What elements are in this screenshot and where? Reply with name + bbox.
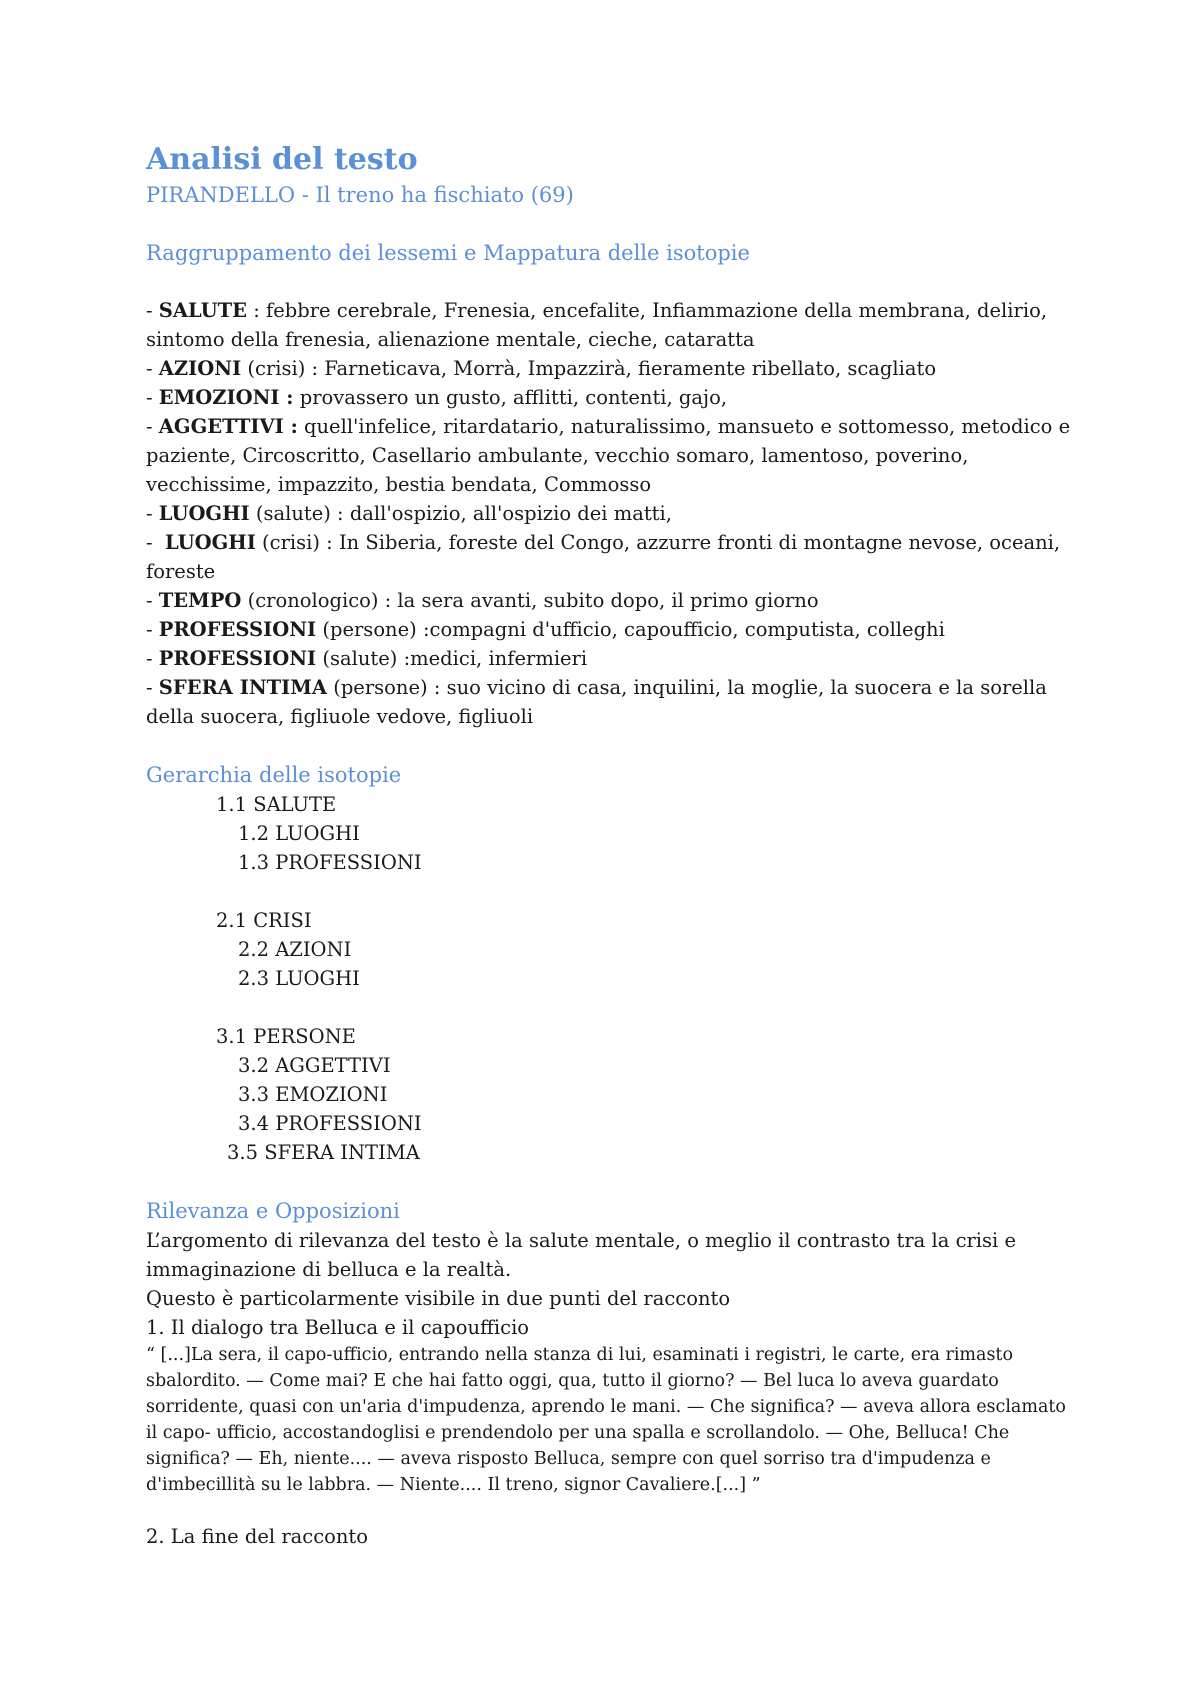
quote-block: “ [...]La sera, il capo-ufficio, entrando nella stanza di lui, esaminati i registri, le carte, era rimasto sbalordito. — Come mai? E che hai fatto oggi, qua, tutto il giorno? — Bel luca lo aveva guardato sorridente, quasi con un'aria d'impudenza, aprendo le mani. — Che significa? — aveva allora esclamato il capo- ufficio, accostandoglisi e prendendolo per una spalla e scrollandolo. — Ohe, Belluca! Che significa? — Eh, niente.... — aveva risposto Belluca, sempre con quel sorriso tra d'impudenza e d'imbecillità su le labbra. — Niente.... Il treno, signor Cavaliere.[...] ” [146, 1345, 1066, 1495]
hierarchy-item [146, 906, 1076, 935]
lessemi-item [146, 354, 1076, 383]
lessemi-prefix: - [146, 647, 159, 670]
lessemi-text: quell'infelice, ritardatario, naturalissimo, mansueto e sottomesso, metodico e paziente, Circoscritto, Casellario ambulante, vecchio somaro, lamentoso, poverino, vecchissime, impazzito, bestia bendata, Commosso [146, 415, 1071, 496]
hierarchy-label: 3.3 EMOZIONI [238, 1083, 388, 1106]
hierarchy-label: 1.1 SALUTE [216, 793, 337, 816]
hierarchy-label: 2.3 LUOGHI [238, 967, 360, 990]
lessemi-qualifier: (crisi) [255, 531, 320, 554]
lessemi-qualifier: (salute) [316, 647, 398, 670]
lessemi-list [146, 296, 1076, 731]
rilevanza-paragraph: Questo è particolarmente visibile in due punti del racconto [146, 1287, 731, 1310]
hierarchy-label: 1.2 LUOGHI [238, 822, 360, 845]
lessemi-prefix: - [146, 618, 159, 641]
lessemi-item [146, 412, 1076, 499]
hierarchy-label: 3.2 AGGETTIVI [238, 1054, 391, 1077]
lessemi-text: :compagni d'ufficio, capoufficio, computista, colleghi [416, 618, 945, 641]
rilevanza-body [146, 1226, 1076, 1551]
lessemi-heading: Raggruppamento dei lessemi e Mappatura delle isotopie [146, 241, 750, 265]
lessemi-prefix: - [146, 357, 159, 380]
lessemi-prefix: - [146, 589, 159, 612]
hierarchy-label: 3.4 PROFESSIONI [238, 1112, 422, 1135]
lessemi-item [146, 586, 1076, 615]
lessemi-text: : Farneticava, Morrà, Impazzirà, fieramente ribellato, scagliato [305, 357, 937, 380]
lessemi-key: SFERA INTIMA [158, 676, 328, 699]
hierarchy-label: 2.1 CRISI [216, 909, 312, 932]
lessemi-key: AGGETTIVI : [158, 415, 298, 438]
lessemi-key: TEMPO [158, 589, 242, 612]
gerarchia-list [146, 790, 1076, 1167]
lessemi-item [146, 383, 1076, 412]
lessemi-item [146, 528, 1076, 586]
point-heading: 2. La fine del racconto [146, 1525, 369, 1548]
lessemi-text: : dall'ospizio, all'ospizio dei matti, [330, 502, 672, 525]
hierarchy-label: 1.3 PROFESSIONI [238, 851, 422, 874]
hierarchy-item [146, 1051, 1076, 1080]
lessemi-key: LUOGHI [158, 502, 250, 525]
lessemi-text: : febbre cerebrale, Frenesia, encefalite, Infiammazione della membrana, delirio, sintomo della frenesia, alienazione mentale, cieche, cataratta [146, 299, 1048, 351]
lessemi-key: LUOGHI [165, 531, 256, 554]
lessemi-prefix: - [146, 502, 159, 525]
rilevanza-heading: Rilevanza e Opposizioni [146, 1199, 400, 1223]
lessemi-text: : la sera avanti, subito dopo, il primo giorno [378, 589, 819, 612]
hierarchy-label: 3.1 PERSONE [216, 1025, 356, 1048]
lessemi-qualifier: (persone) [316, 618, 417, 641]
lessemi-key: PROFESSIONI [158, 647, 317, 670]
lessemi-qualifier: (cronologico) [241, 589, 379, 612]
lessemi-qualifier: (salute) [249, 502, 331, 525]
point-heading: 1. Il dialogo tra Belluca e il capoufficio [146, 1316, 530, 1339]
lessemi-key: AZIONI [158, 357, 242, 380]
lessemi-prefix: - [146, 676, 159, 699]
lessemi-prefix: - [146, 531, 165, 554]
lessemi-prefix: - [146, 415, 159, 438]
document-title: Analisi del testo [146, 142, 418, 177]
hierarchy-item [146, 964, 1076, 993]
lessemi-item [146, 499, 1076, 528]
gerarchia-heading: Gerarchia delle isotopie [146, 763, 402, 787]
hierarchy-item [146, 790, 1076, 819]
document-page [146, 140, 1076, 1551]
hierarchy-item [146, 1080, 1076, 1109]
lessemi-text: : In Siberia, foreste del Congo, azzurre fronti di montagne nevose, oceani, foreste [146, 531, 1061, 583]
lessemi-key: SALUTE [158, 299, 248, 322]
lessemi-key: PROFESSIONI [158, 618, 317, 641]
lessemi-qualifier: (persone) [327, 676, 428, 699]
document-subtitle: PIRANDELLO - Il treno ha fischiato (69) [146, 183, 574, 207]
lessemi-text: :medici, infermieri [397, 647, 588, 670]
lessemi-text: provassero un gusto, afflitti, contenti, gajo, [293, 386, 728, 409]
hierarchy-item [146, 1138, 1076, 1167]
lessemi-item [146, 296, 1076, 354]
lessemi-qualifier: (crisi) [241, 357, 306, 380]
lessemi-text: : suo vicino di casa, inquilini, la moglie, la suocera e la sorella della suocera, figliuole vedove, figliuoli [146, 676, 1047, 728]
hierarchy-label: 3.5 SFERA INTIMA [227, 1141, 420, 1164]
lessemi-prefix: - [146, 299, 159, 322]
hierarchy-item [146, 1022, 1076, 1051]
lessemi-key: EMOZIONI : [158, 386, 294, 409]
lessemi-item [146, 615, 1076, 644]
hierarchy-item [146, 819, 1076, 848]
rilevanza-paragraph: L’argomento di rilevanza del testo è la salute mentale, o meglio il contrasto tra la crisi e immaginazione di belluca e la realtà. [146, 1229, 1017, 1281]
hierarchy-item [146, 848, 1076, 877]
lessemi-item [146, 673, 1076, 731]
hierarchy-item [146, 935, 1076, 964]
lessemi-prefix: - [146, 386, 159, 409]
lessemi-item [146, 644, 1076, 673]
hierarchy-item [146, 1109, 1076, 1138]
hierarchy-label: 2.2 AZIONI [238, 938, 352, 961]
